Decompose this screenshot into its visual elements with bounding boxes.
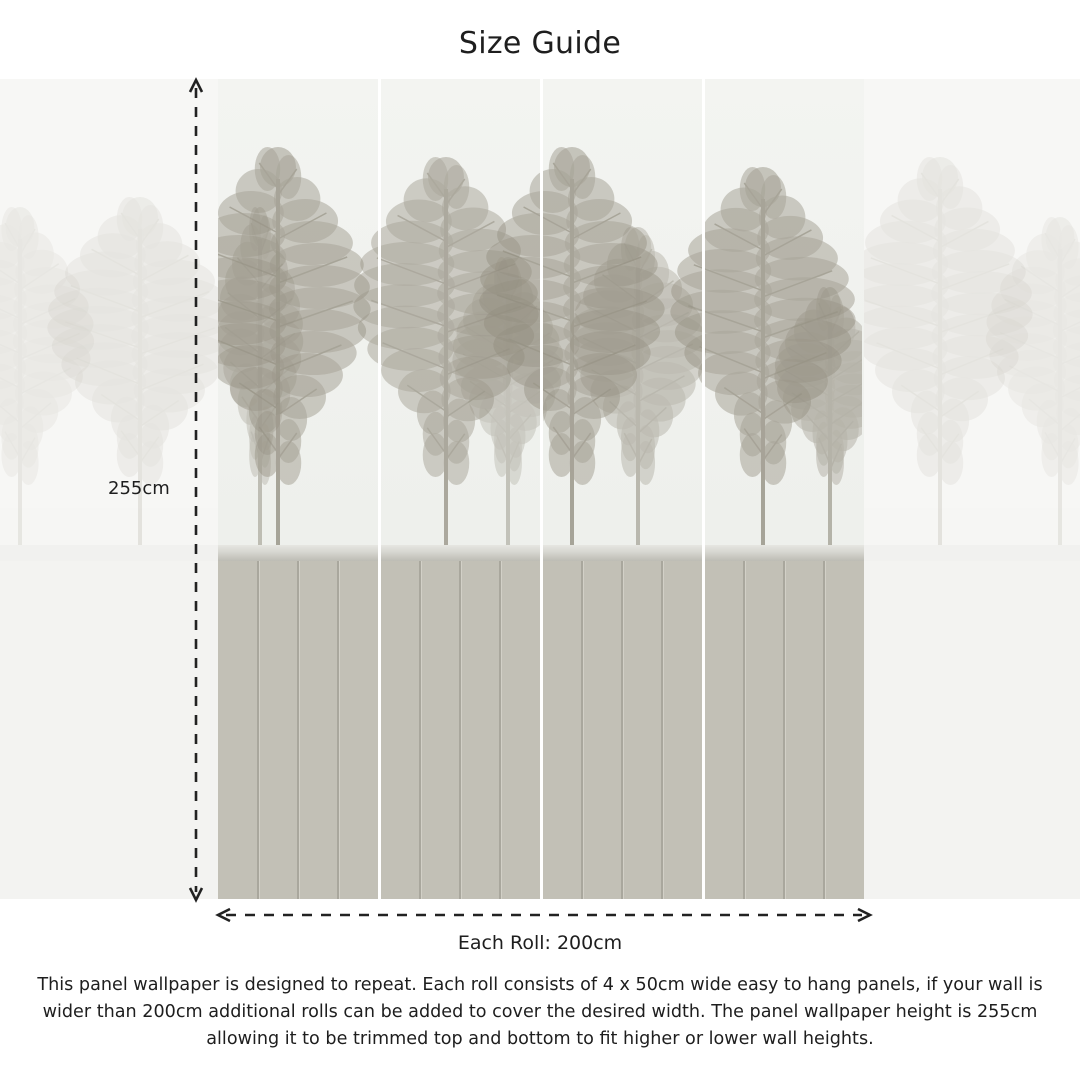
panel-seam [378,79,381,899]
panel-seam [540,79,543,899]
page-title: Size Guide [458,26,622,61]
roll-panels [218,79,862,899]
width-arrow [218,909,870,921]
width-label: Each Roll: 200cm [457,932,623,954]
panel-seam [702,79,705,899]
height-label: 255cm [108,478,170,499]
description-text: This panel wallpaper is designed to repeat. Each roll consists of 4 x 50cm wide easy to hang panels, if your wall is wider than 200cm additional rolls can be added to cover the desired width. The panel wallpaper height is 255cm allowing it to be trimmed top and bottom to fit higher or lower wall heights. [37,975,1043,1049]
